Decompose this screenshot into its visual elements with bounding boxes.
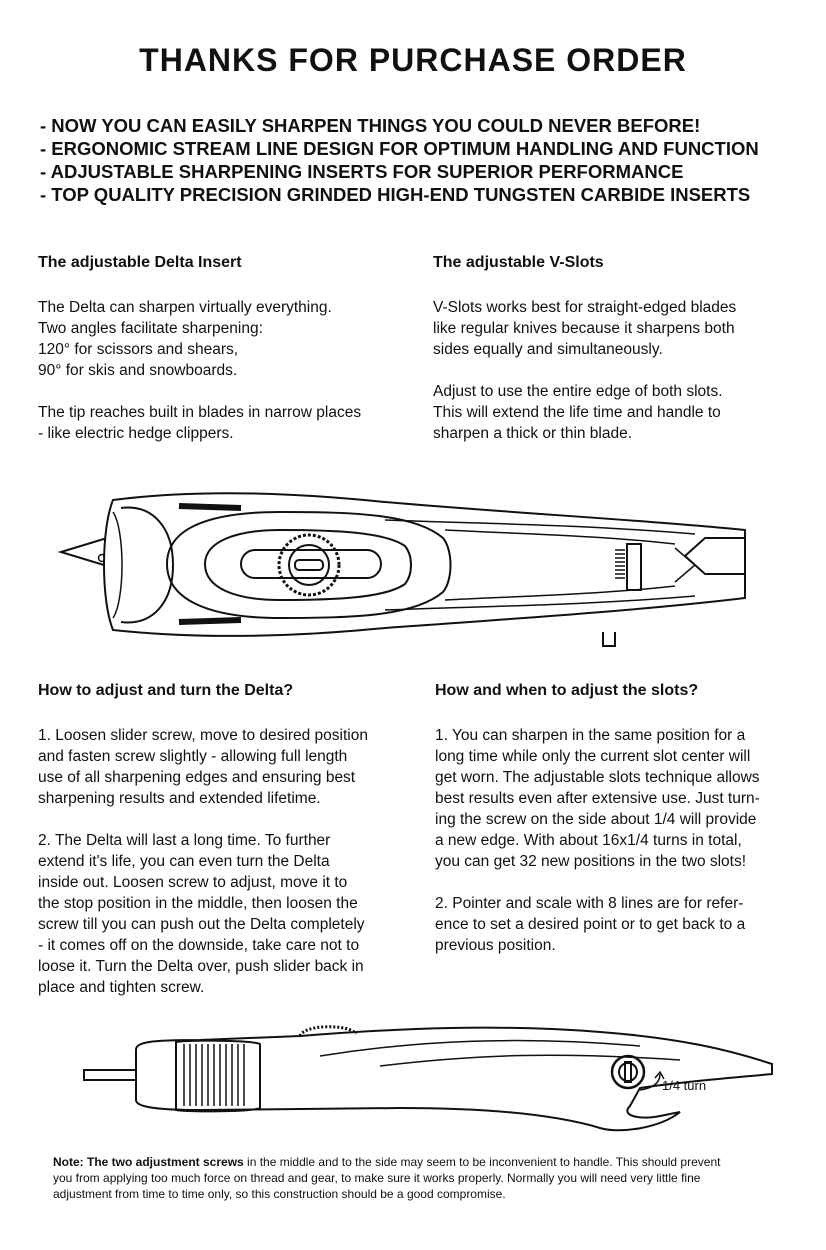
- text-line: sharpening results and extended lifetime.: [38, 790, 321, 807]
- text-line: 2. Pointer and scale with 8 lines are for refer-: [435, 895, 744, 912]
- text-line: best results even after extensive use. Just turn-: [435, 790, 760, 807]
- text-line: the stop position in the middle, then loosen the: [38, 895, 358, 912]
- note-bold: Note: The two adjustment screws: [53, 1155, 244, 1169]
- text-line: Adjust to use the entire edge of both slots.: [433, 383, 723, 400]
- feature-item: - NOW YOU CAN EASILY SHARPEN THINGS YOU COULD NEVER BEFORE!: [40, 115, 701, 136]
- page-title: THANKS FOR PURCHASE ORDER: [139, 42, 687, 78]
- text-line: extend it's life, you can even turn the Delta: [38, 853, 330, 870]
- text-line: ence to set a desired point or to get back to a: [435, 916, 746, 933]
- text-line: long time while only the current slot center will: [435, 748, 751, 765]
- feature-item: - ERGONOMIC STREAM LINE DESIGN FOR OPTIMUM HANDLING AND FUNCTION: [40, 138, 759, 159]
- text-line: ing the screw on the side about 1/4 will provide: [435, 811, 757, 828]
- quarter-turn-label: 1/4 turn: [662, 1078, 707, 1093]
- text-line: 1. Loosen slider screw, move to desired position: [38, 727, 368, 744]
- text-line: sharpen a thick or thin blade.: [433, 425, 633, 442]
- text-line: The Delta can sharpen virtually everything.: [38, 299, 332, 316]
- note-line: in the middle and to the side may seem to be inconvenient to handle. This should prevent: [243, 1155, 721, 1169]
- feature-list: [40, 114, 759, 206]
- text-line: inside out. Loosen screw to adjust, move it to: [38, 874, 348, 891]
- text-line: This will extend the life time and handle to: [433, 404, 721, 421]
- vslots-description: [433, 297, 803, 360]
- footnote: [53, 1154, 793, 1202]
- text-line: you can get 32 new positions in the two slots!: [435, 853, 747, 870]
- note-line: you from applying too much force on thread and gear, to make sure it works properly. Normally you will need very little fine: [53, 1171, 701, 1185]
- feature-item: - ADJUSTABLE SHARPENING INSERTS FOR SUPERIOR PERFORMANCE: [40, 161, 684, 182]
- note-line: adjustment from time to time only, so this construction should be a good compromise.: [53, 1187, 506, 1201]
- text-line: use of all sharpening edges and ensuring best: [38, 769, 356, 786]
- adjust-delta-heading: How to adjust and turn the Delta?: [38, 682, 294, 699]
- text-line: 120° for scissors and shears,: [38, 341, 239, 358]
- text-line: - it comes off on the downside, take care not to: [38, 937, 360, 954]
- text-line: V-Slots works best for straight-edged blades: [433, 299, 737, 316]
- text-line: loose it. Turn the Delta over, push slider back in: [38, 958, 364, 975]
- delta-tip-description: [38, 402, 418, 444]
- text-line: The tip reaches built in blades in narrow places: [38, 404, 362, 421]
- vslots-adjust-description: [433, 381, 803, 444]
- text-line: screw till you can push out the Delta completely: [38, 916, 365, 933]
- adjust-slots-heading: How and when to adjust the slots?: [435, 682, 699, 699]
- text-line: previous position.: [435, 937, 556, 954]
- adjust-slots-section: [435, 682, 805, 956]
- sharpener-top-view-illustration: [55, 490, 755, 660]
- text-line: sides equally and simultaneously.: [433, 341, 663, 358]
- vslots-section: [433, 254, 803, 444]
- text-line: Two angles facilitate sharpening:: [38, 320, 263, 337]
- delta-description: [38, 297, 418, 381]
- text-line: place and tighten screw.: [38, 979, 205, 996]
- feature-item: - TOP QUALITY PRECISION GRINDED HIGH-END TUNGSTEN CARBIDE INSERTS: [40, 184, 751, 205]
- text-line: 1. You can sharpen in the same position for a: [435, 727, 746, 744]
- adjust-slots-step-2: [435, 893, 805, 956]
- sharpener-side-view-illustration: [80, 1016, 780, 1140]
- text-line: 2. The Delta will last a long time. To further: [38, 832, 331, 849]
- text-line: a new edge. With about 16x1/4 turns in total,: [435, 832, 742, 849]
- adjust-delta-section: [38, 682, 418, 998]
- vslots-heading: The adjustable V-Slots: [433, 254, 604, 271]
- text-line: - like electric hedge clippers.: [38, 425, 234, 442]
- adjust-delta-step-2: [38, 830, 418, 998]
- delta-insert-section: [38, 254, 418, 444]
- text-line: and fasten screw slightly - allowing full length: [38, 748, 348, 765]
- adjust-delta-step-1: [38, 725, 418, 809]
- adjust-slots-step-1: [435, 725, 805, 872]
- text-line: like regular knives because it sharpens both: [433, 320, 735, 337]
- delta-insert-heading: The adjustable Delta Insert: [38, 254, 242, 271]
- text-line: 90° for skis and snowboards.: [38, 362, 238, 379]
- text-line: get worn. The adjustable slots technique allows: [435, 769, 760, 786]
